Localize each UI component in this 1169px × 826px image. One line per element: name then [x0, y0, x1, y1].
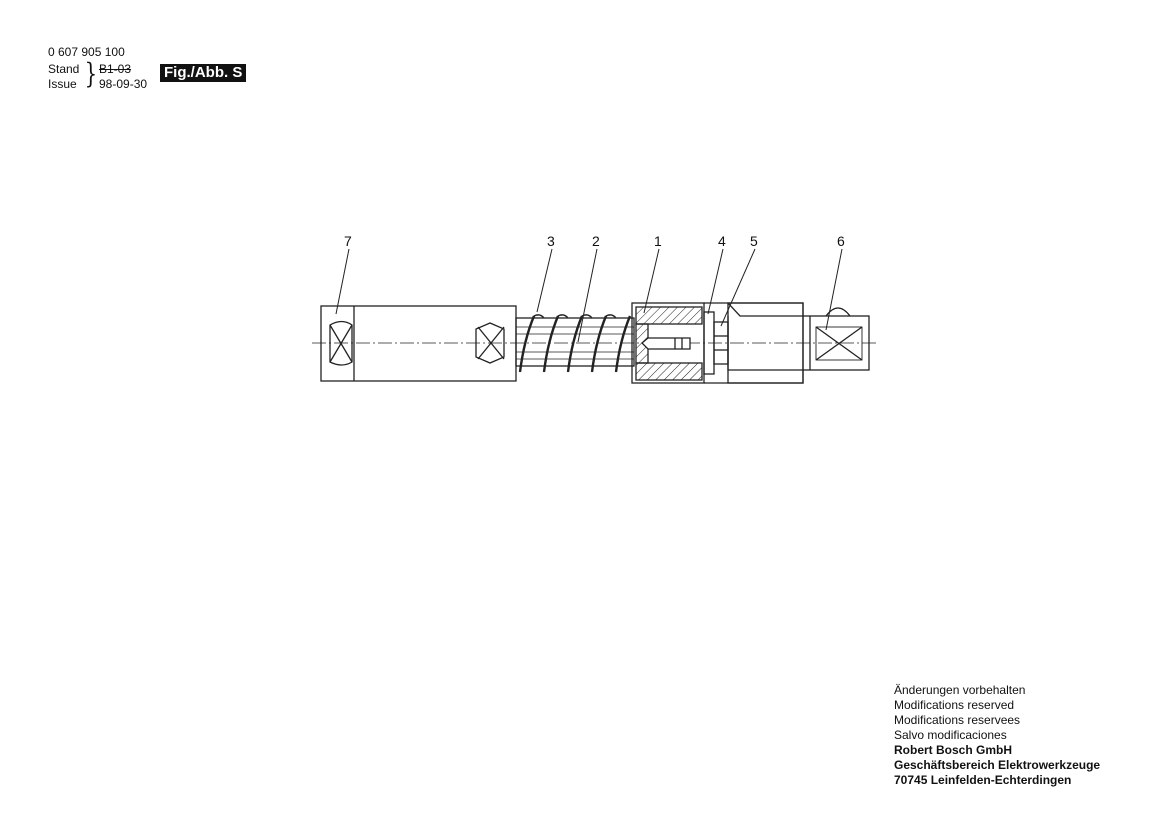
issue-label: Issue — [48, 77, 77, 91]
callout-6: 6 — [837, 233, 845, 249]
footer-line-3: Modifications reservees — [894, 713, 1021, 727]
footer-company: Robert Bosch GmbH — [894, 743, 1013, 757]
footer-line-2: Modifications reserved — [894, 698, 1015, 712]
leader-lines — [336, 249, 842, 342]
callout-7: 7 — [344, 233, 352, 249]
footer-address: 70745 Leinfelden-Echterdingen — [894, 773, 1072, 787]
part-2-rod — [516, 318, 634, 366]
footer-line-4: Salvo modificaciones — [894, 728, 1007, 742]
part-7-shaft — [321, 306, 516, 381]
callout-1: 1 — [654, 233, 662, 249]
footer-division: Geschäftsbereich Elektrowerkzeuge — [894, 758, 1101, 772]
issue-date: 98-09-30 — [99, 77, 148, 91]
part-3-spring — [520, 315, 630, 372]
footer-line-1: Änderungen vorbehalten — [894, 683, 1026, 697]
callout-4: 4 — [718, 233, 726, 249]
part-number: 0 607 905 100 — [48, 45, 125, 59]
callout-3: 3 — [547, 233, 555, 249]
callout-5: 5 — [750, 233, 758, 249]
stand-code: B1-03 — [99, 62, 132, 76]
figure-label: Fig./Abb. S — [160, 64, 246, 82]
brace-icon: } — [84, 57, 98, 90]
footer-block — [894, 683, 1100, 788]
callout-2: 2 — [592, 233, 600, 249]
stand-label: Stand — [48, 62, 80, 76]
